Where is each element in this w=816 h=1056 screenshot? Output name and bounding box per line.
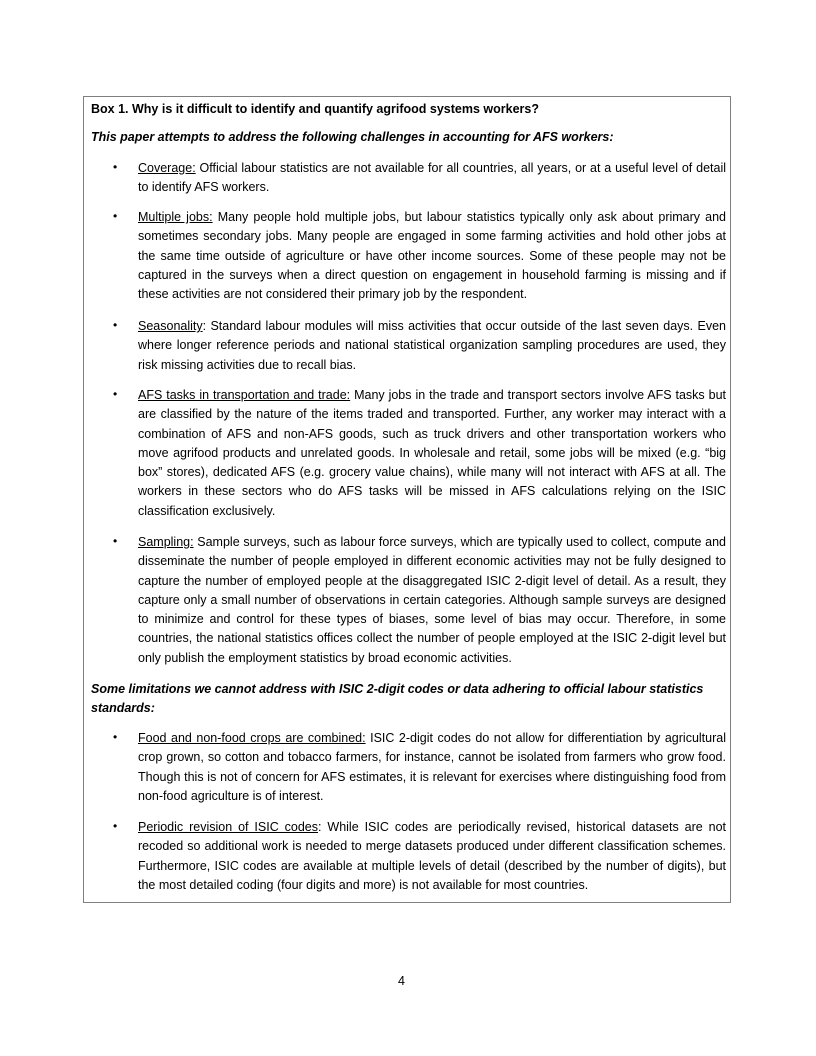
bullet-body: Sample surveys, such as labour force surveys, which are typically used to collect, compute and disseminate the number of people employed in different economic activities may not be fully designed to capture the number of employed people at the disaggregated ISIC 2-digit level of detail. As a result, they capture only a small number of observations in certain categories. Although sample surveys are designed to minimize and control for these types of biases, some level of bias may occur. Therefore, in some countries, the national statistics offices collect the number of people employed at the ISIC 2-digit level but only publish the employment statistics by broad economic activities. <box>138 535 726 665</box>
bullet-text <box>138 208 726 304</box>
bullet-icon: • <box>113 534 118 548</box>
bullet-body: Many people hold multiple jobs, but labour statistics typically only ask about primary and sometimes secondary jobs. Many people are engaged in some farming activities and hold other jobs at the same time outside of agriculture or have other income sources. Some of these people may not be captured in the surveys when a direct question on engagement in household farming is missing and if these activities are not considered their primary job by the respondent. <box>138 210 727 302</box>
bullet-term: Seasonality <box>138 319 203 333</box>
bullet-icon: • <box>113 819 118 833</box>
bullet-text <box>138 729 726 806</box>
bullet-item-food-crops <box>113 729 726 806</box>
bullet-item-seasonality <box>113 317 726 375</box>
bullet-icon: • <box>113 318 118 332</box>
bullet-icon: • <box>113 730 118 744</box>
bullet-item-multiple-jobs <box>113 208 726 304</box>
bullet-term: Coverage: <box>138 161 196 175</box>
bullet-term: AFS tasks in transportation and trade: <box>138 388 351 402</box>
bullet-text <box>138 818 726 895</box>
box-1 <box>83 96 731 903</box>
bullet-term: Food and non-food crops are combined: <box>138 731 366 745</box>
bullet-icon: • <box>113 387 118 401</box>
box-intro: This paper attempts to address the following challenges in accounting for AFS workers: <box>91 130 614 144</box>
bullet-body: Official labour statistics are not available for all countries, all years, or at a useful level of detail to identify AFS workers. <box>138 161 726 195</box>
bullet-text <box>138 533 726 668</box>
bullet-body: ISIC 2-digit codes do not allow for differentiation by agricultural crop grown, so cotton and tobacco farmers, for instance, cannot be isolated from farmers who grow food. Though this is not of concern for AFS estimates, it is relevant for exercises where distinguishing food from non-food agriculture is of interest. <box>138 731 726 803</box>
box-title: Box 1. Why is it difficult to identify and quantify agrifood systems workers? <box>91 102 539 116</box>
bullet-icon: • <box>113 209 118 223</box>
limitations-heading: Some limitations we cannot address with ISIC 2-digit codes or data adhering to official labour statistics standards: <box>91 682 704 715</box>
bullet-icon: • <box>113 160 118 174</box>
bullet-body: : Standard labour modules will miss activities that occur outside of the last seven days. Even where longer reference periods and national statistical organization sampling procedures are used, they risk missing activities due to recall bias. <box>138 319 726 372</box>
bullet-term: Multiple jobs: <box>138 210 213 224</box>
bullet-body: : While ISIC codes are periodically revised, historical datasets are not recoded so additional work is needed to merge datasets produced under different classification schemes. Furthermore, ISIC codes are available at multiple levels of detail (described by the number of digits), but the most detailed coding (four digits and more) is not available for most countries. <box>138 820 726 892</box>
bullet-term: Sampling: <box>138 535 194 549</box>
bullet-item-sampling <box>113 533 726 668</box>
bullet-item-afs-tasks <box>113 386 726 521</box>
bullet-text <box>138 159 726 198</box>
bullet-body: Many jobs in the trade and transport sectors involve AFS tasks but are classified by the nature of the items traded and transported. Further, any worker may interact with a combination of AFS and non-AFS goods, such as truck drivers and other transportation workers who move agrifood products and unrelated goods. In wholesale and retail, some jobs will be mixed (e.g. “big box” stores), dedicated AFS (e.g. grocery value chains), while many will not interact with AFS at all. The workers in these sectors who do AFS tasks will be missed in AFS calculations relying on the ISIC classification exclusively. <box>138 388 726 518</box>
bullet-text <box>138 317 726 375</box>
bullet-text <box>138 386 726 521</box>
bullet-item-isic-revision <box>113 818 726 895</box>
page-number: 4 <box>398 974 405 988</box>
bullet-term: Periodic revision of ISIC codes <box>138 820 319 834</box>
bullet-item-coverage <box>113 159 726 198</box>
